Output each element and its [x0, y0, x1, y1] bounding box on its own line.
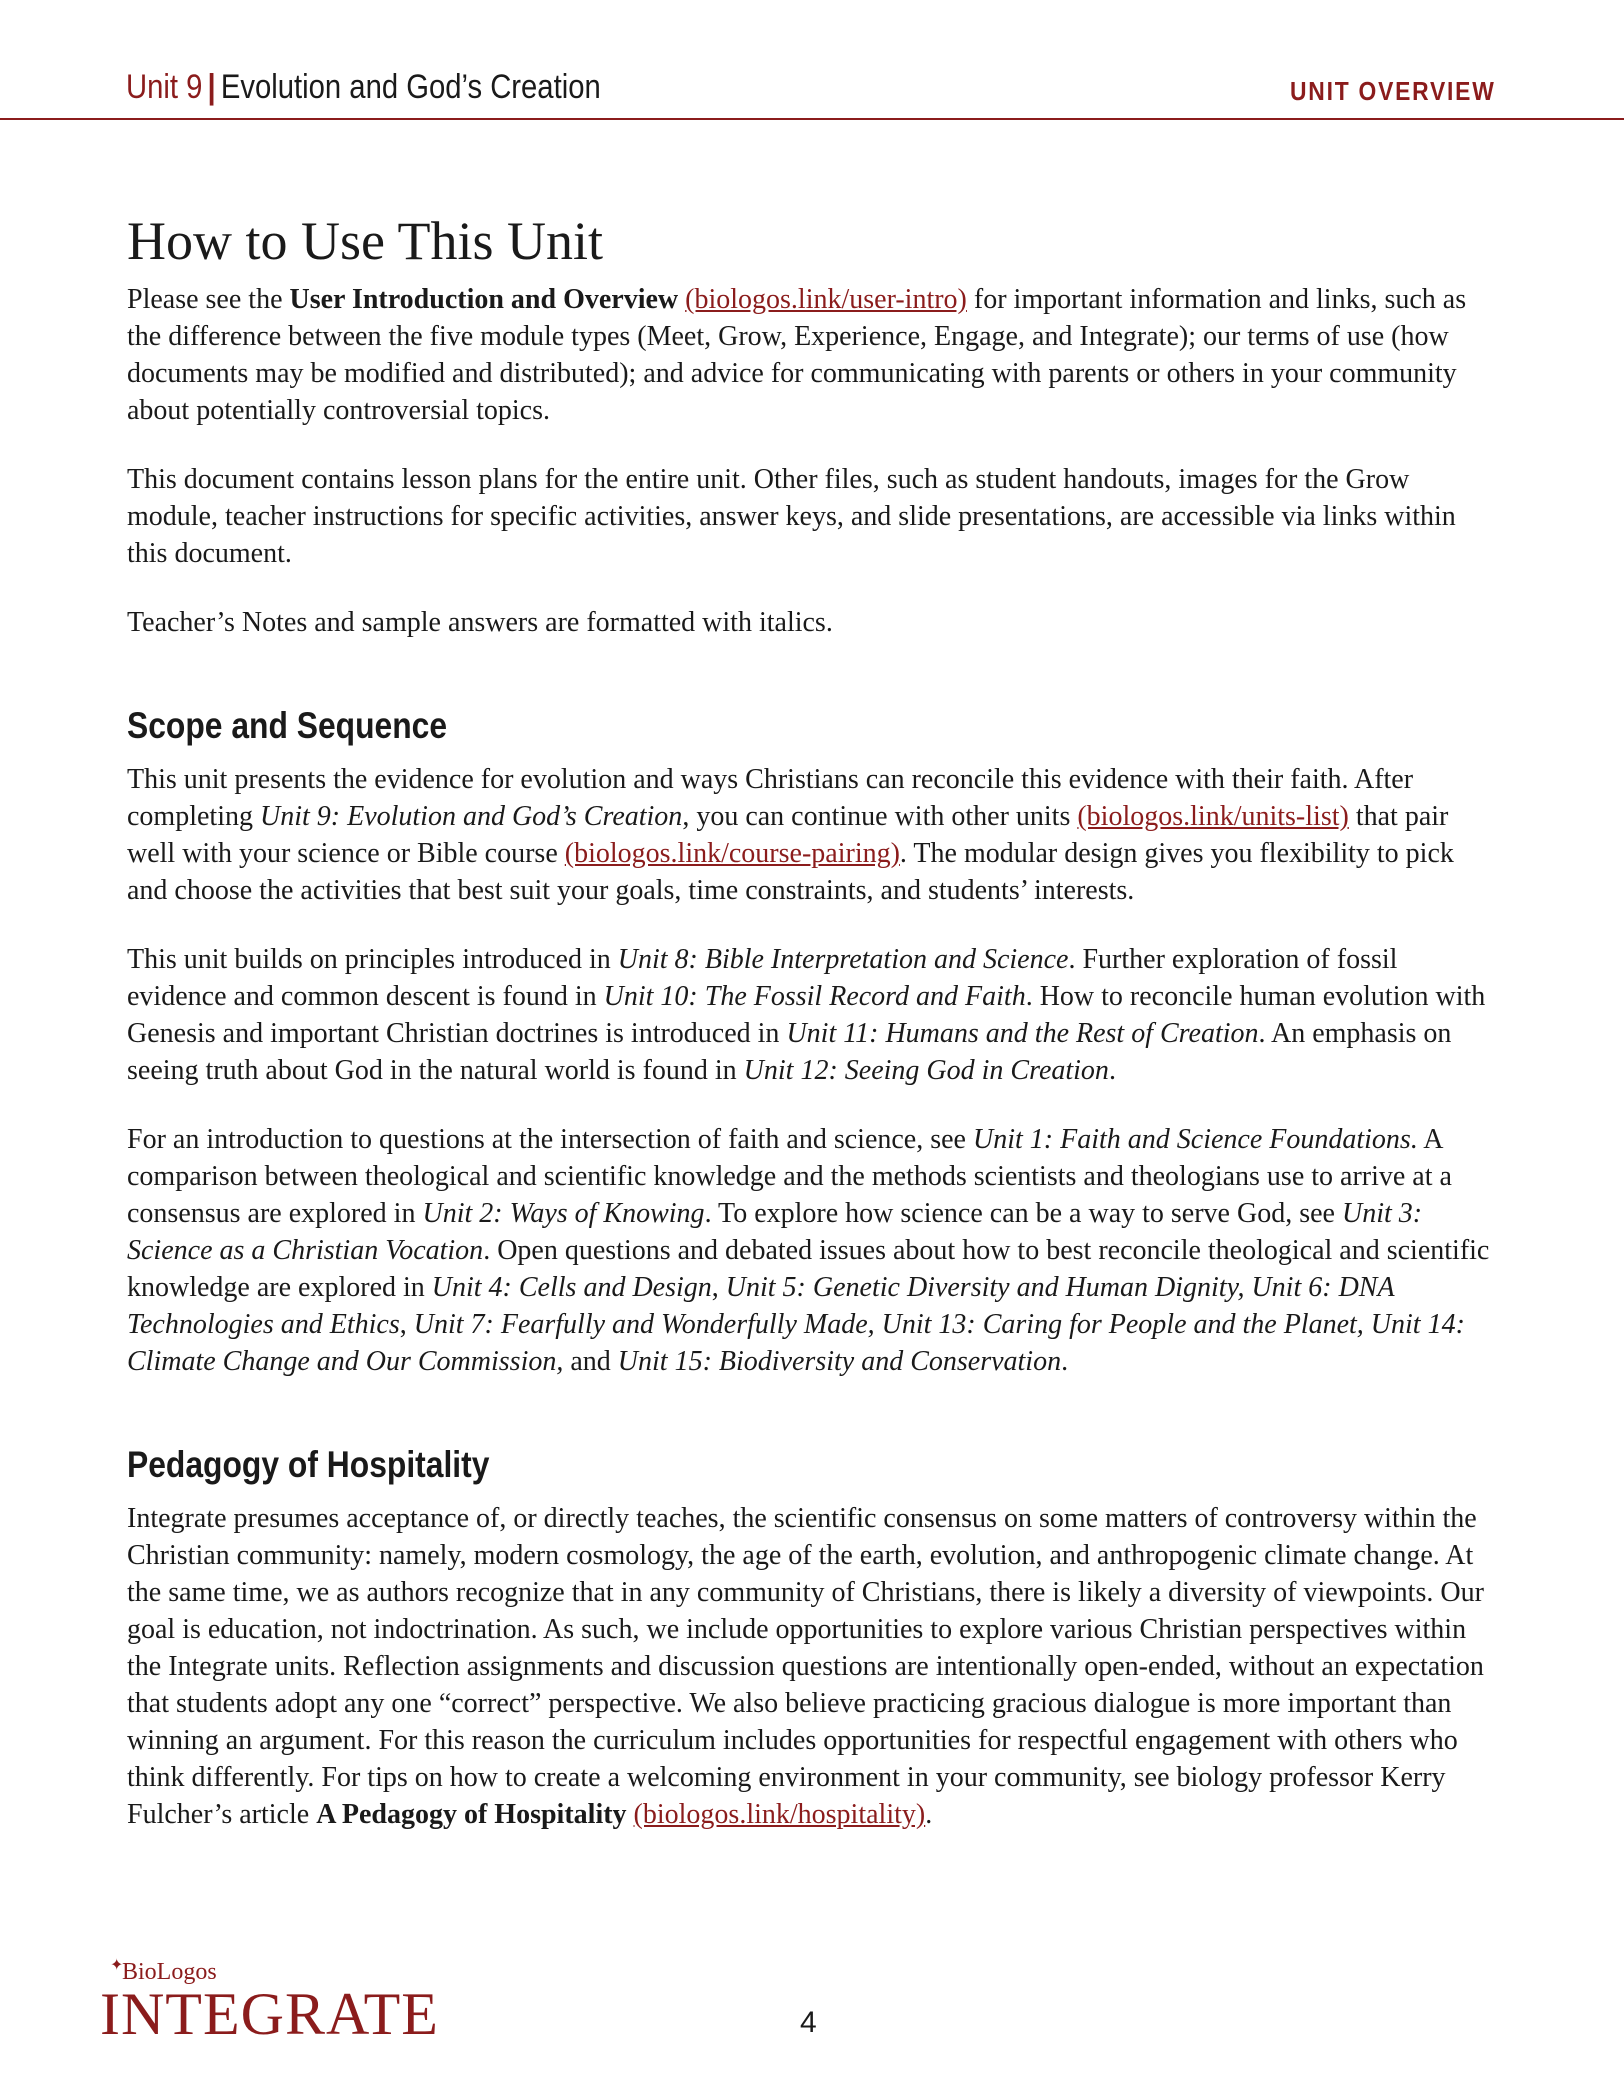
text-span: Integrate presumes acceptance of, or directly teaches, the scientific consensus on some matters of controversy within the Christian community: namely, modern cosmology, the age of the earth, evolution, and anthropogenic climate change. At the same time, we as authors recognize that in any community of Christians, there is likely a diversity of viewpoints. Our goal is education, not indoctrination. As such, we include opportunities to explore various Christian perspectives within the Integrate units. Reflection assignments and discussion questions are intentionally open-ended, without an expectation that students adopt any one “correct” perspective. We also believe practicing gracious dialogue is more important than winning an argument. For this reason the curriculum includes opportunities for respectful engagement with others who think differently. For tips on how to create a welcoming environment in your community, see biology professor Kerry Fulcher’s article	[127, 1503, 1484, 1830]
logo-star-icon: ✦	[110, 1957, 124, 1974]
text-span	[627, 1799, 634, 1830]
text-span: . Further exploration of fossil evidence and common descent is found in	[127, 944, 1398, 1012]
user-intro-title: User Introduction and Overview	[289, 284, 679, 315]
text-span: .	[925, 1799, 933, 1830]
unit-reference: Unit 5: Genetic Diversity and Human Dignity, Unit 6: DNA Technologies and Ethics	[127, 1272, 1395, 1340]
unit-reference: Unit 2: Ways of Knowing	[422, 1198, 705, 1229]
unit-reference: Unit 12: Seeing God in Creation	[743, 1055, 1109, 1086]
text-span: For an introduction to questions at the intersection of faith and science, see	[127, 1124, 973, 1155]
text-span: , you can continue with other units	[682, 801, 1078, 832]
header-unit-label	[126, 68, 601, 107]
course-pairing-link[interactable]: (biologos.link/course-pairing)	[564, 838, 900, 869]
text-span: This unit presents the evidence for evolution and ways Christians can reconcile this evidence with their faith. After completing	[127, 764, 1414, 832]
unit-reference: Unit 3: Science as a Christian Vocation	[127, 1198, 1423, 1266]
text-span: . The modular design gives you flexibility to pick and choose the activities that best suit your goals, time constraints, and students’ interests.	[127, 838, 1454, 906]
unit-reference: Unit 1: Faith and Science Foundations.	[973, 1124, 1418, 1155]
user-intro-link[interactable]: (biologos.link/user-intro)	[685, 284, 967, 315]
how-to-use-heading: How to Use This Unit	[127, 211, 604, 271]
unit-number: Unit 9	[126, 68, 203, 106]
text-span: . To explore how science can be a way to serve God, see	[704, 1198, 1342, 1229]
scope-paragraph-3	[127, 1121, 1497, 1380]
text-span: . An emphasis on seeing truth about God in the natural world is found in	[127, 1018, 1452, 1086]
hospitality-link[interactable]: (biologos.link/hospitality)	[633, 1799, 926, 1830]
text-span: A comparison between theological and scientific knowledge and the methods scientists and theologians use to arrive at a consensus are explored in	[127, 1124, 1452, 1229]
unit-reference: Unit 8: Bible Interpretation and Science	[617, 944, 1069, 975]
how-to-use-paragraph-1	[127, 281, 1497, 429]
unit-reference: Unit 11: Humans and the Rest of Creation	[786, 1018, 1259, 1049]
header-separator: |	[207, 68, 216, 106]
unit-reference: Unit 4: Cells and Design	[431, 1272, 712, 1303]
text-span: .	[1108, 1055, 1116, 1086]
scope-paragraph-1	[127, 761, 1497, 909]
text-span: .	[1061, 1346, 1069, 1377]
text-span: and	[563, 1346, 618, 1377]
text-span: for important information and links, such as the difference between the five module types (Meet, Grow, Experience, Engage, and Integrate); our terms of use (how documents may be modified and distributed); and advice for communicating with parents or others in your community about potentially controversial topics.	[127, 284, 1467, 426]
text-span: that pair well with your science or Bible course	[127, 801, 1449, 869]
text-span: ,	[711, 1272, 726, 1303]
section-label: UNIT OVERVIEW	[1290, 76, 1496, 106]
article-title: A Pedagogy of Hospitality	[316, 1799, 627, 1830]
unit-reference: Unit 7: Fearfully and Wonderfully Made, Unit 13: Caring for People and the Planet, Unit 14: Climate Change and Our Commission,	[127, 1309, 1465, 1377]
pedagogy-heading: Pedagogy of Hospitality	[127, 1444, 490, 1485]
page-header	[0, 0, 1624, 120]
text-span: This unit builds on principles introduced in	[127, 944, 618, 975]
units-list-link[interactable]: (biologos.link/units-list)	[1077, 801, 1349, 832]
logo-biologos-text	[110, 1957, 440, 1985]
unit-title: Evolution and God’s Creation	[220, 68, 601, 106]
scope-paragraph-2	[127, 941, 1497, 1089]
biologos-integrate-logo	[100, 1957, 440, 2047]
logo-small-text: BioLogos	[122, 1959, 217, 1985]
pedagogy-paragraph	[127, 1500, 1497, 1833]
unit-reference: Unit 15: Biodiversity and Conservation	[617, 1346, 1062, 1377]
page-number: 4	[800, 2006, 817, 2039]
scope-heading: Scope and Sequence	[127, 705, 448, 746]
how-to-use-paragraph-2: This document contains lesson plans for the entire unit. Other files, such as student handouts, images for the Grow module, teacher instructions for specific activities, answer keys, and slide presentations, are accessible via links within this document.	[127, 464, 1456, 569]
how-to-use-paragraph-3: Teacher’s Notes and sample answers are formatted with italics.	[127, 607, 833, 638]
page-content	[127, 205, 1497, 1865]
text-span: . How to reconcile human evolution with Genesis and important Christian doctrines is introduced in	[127, 981, 1486, 1049]
logo-integrate-text: INTEGRATE	[100, 1981, 439, 2047]
text-span: . Open questions and debated issues about how to best reconcile theological and scientific knowledge are explored in	[127, 1235, 1490, 1303]
text-span: Please see the	[127, 284, 290, 315]
unit-reference: Unit 9: Evolution and God’s Creation	[259, 801, 683, 832]
text-span: ,	[399, 1309, 414, 1340]
unit-reference: Unit 10: The Fossil Record and Faith	[603, 981, 1026, 1012]
